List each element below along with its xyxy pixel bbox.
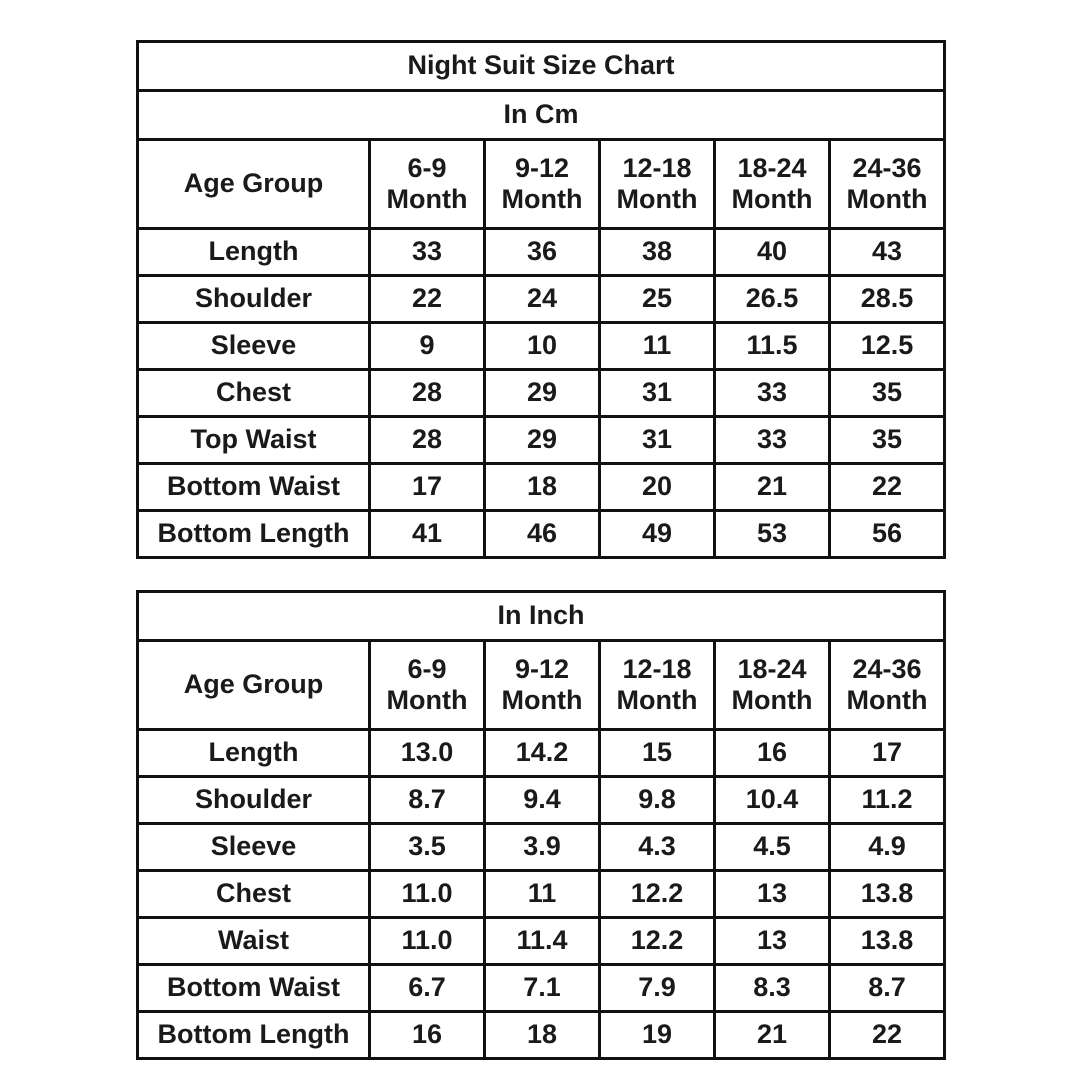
table-cell: 11.5 (715, 323, 830, 370)
table-cell: 43 (830, 229, 945, 276)
size-header: 9-12 Month (485, 641, 600, 730)
row-label: Shoulder (138, 777, 370, 824)
table-cell: 11 (600, 323, 715, 370)
row-label: Bottom Waist (138, 464, 370, 511)
table-cell: 28.5 (830, 276, 945, 323)
table-cell: 46 (485, 511, 600, 558)
table-cell: 35 (830, 417, 945, 464)
table-cell: 38 (600, 229, 715, 276)
table-cell: 53 (715, 511, 830, 558)
table-cell: 56 (830, 511, 945, 558)
cm-size-table (136, 40, 946, 559)
row-label: Sleeve (138, 824, 370, 871)
table-cell: 18 (485, 1012, 600, 1059)
table-row (138, 464, 945, 511)
table-cell: 17 (830, 730, 945, 777)
size-header: 6-9 Month (370, 140, 485, 229)
row-label: Length (138, 730, 370, 777)
table-cell: 13.8 (830, 871, 945, 918)
table-cell: 11 (485, 871, 600, 918)
table-cell: 15 (600, 730, 715, 777)
table-cell: 9.8 (600, 777, 715, 824)
table-cell: 8.7 (370, 777, 485, 824)
table-cell: 13 (715, 918, 830, 965)
table-row (138, 323, 945, 370)
table-cell: 14.2 (485, 730, 600, 777)
size-header: 24-36 Month (830, 641, 945, 730)
row-label: Chest (138, 370, 370, 417)
table-cell: 18 (485, 464, 600, 511)
table-cell: 3.5 (370, 824, 485, 871)
table-cell: 33 (370, 229, 485, 276)
table-cell: 7.1 (485, 965, 600, 1012)
size-header: 6-9 Month (370, 641, 485, 730)
table-cell: 33 (715, 417, 830, 464)
table-cell: 22 (830, 464, 945, 511)
age-group-header: Age Group (138, 140, 370, 229)
row-label: Bottom Waist (138, 965, 370, 1012)
table-cell: 16 (715, 730, 830, 777)
age-group-header: Age Group (138, 641, 370, 730)
table-cell: 10 (485, 323, 600, 370)
table-cell: 33 (715, 370, 830, 417)
table-cell: 13 (715, 871, 830, 918)
table-row (138, 918, 945, 965)
table-cell: 29 (485, 417, 600, 464)
table-cell: 8.3 (715, 965, 830, 1012)
table-cell: 8.7 (830, 965, 945, 1012)
table-cell: 3.9 (485, 824, 600, 871)
table-cell: 41 (370, 511, 485, 558)
table-cell: 25 (600, 276, 715, 323)
table-cell: 31 (600, 370, 715, 417)
size-header: 9-12 Month (485, 140, 600, 229)
size-header: 18-24 Month (715, 641, 830, 730)
table-row (138, 511, 945, 558)
table-cell: 6.7 (370, 965, 485, 1012)
table-cell: 35 (830, 370, 945, 417)
table-row (138, 229, 945, 276)
table-cell: 13.8 (830, 918, 945, 965)
table-cell: 16 (370, 1012, 485, 1059)
table-cell: 21 (715, 464, 830, 511)
table-cell: 49 (600, 511, 715, 558)
table-row (138, 777, 945, 824)
table-cell: 17 (370, 464, 485, 511)
table-cell: 12.5 (830, 323, 945, 370)
table-cell: 26.5 (715, 276, 830, 323)
unit-header-cm: In Cm (138, 91, 945, 140)
size-header-row (138, 641, 945, 730)
table-row (138, 871, 945, 918)
size-header: 24-36 Month (830, 140, 945, 229)
row-label: Length (138, 229, 370, 276)
table-cell: 12.2 (600, 918, 715, 965)
table-row (138, 1012, 945, 1059)
table-row (138, 965, 945, 1012)
row-label: Bottom Length (138, 1012, 370, 1059)
table-cell: 22 (830, 1012, 945, 1059)
row-label: Sleeve (138, 323, 370, 370)
size-header-row (138, 140, 945, 229)
table-cell: 4.5 (715, 824, 830, 871)
table-cell: 7.9 (600, 965, 715, 1012)
table-cell: 21 (715, 1012, 830, 1059)
row-label: Top Waist (138, 417, 370, 464)
unit-header-inch: In Inch (138, 592, 945, 641)
size-header: 12-18 Month (600, 641, 715, 730)
table-cell: 9.4 (485, 777, 600, 824)
row-label: Bottom Length (138, 511, 370, 558)
table-cell: 11.4 (485, 918, 600, 965)
row-label: Waist (138, 918, 370, 965)
table-cell: 12.2 (600, 871, 715, 918)
table-row (138, 730, 945, 777)
table-cell: 22 (370, 276, 485, 323)
table-cell: 10.4 (715, 777, 830, 824)
table-cell: 11.0 (370, 871, 485, 918)
inch-size-table (136, 590, 946, 1060)
table-cell: 24 (485, 276, 600, 323)
table-cell: 4.9 (830, 824, 945, 871)
table-cell: 9 (370, 323, 485, 370)
table-row (138, 370, 945, 417)
size-header: 18-24 Month (715, 140, 830, 229)
table-cell: 29 (485, 370, 600, 417)
table-cell: 36 (485, 229, 600, 276)
table-cell: 20 (600, 464, 715, 511)
table-cell: 11.2 (830, 777, 945, 824)
table-cell: 19 (600, 1012, 715, 1059)
table-cell: 28 (370, 417, 485, 464)
table-cell: 28 (370, 370, 485, 417)
table-cell: 40 (715, 229, 830, 276)
table-row (138, 417, 945, 464)
chart-title: Night Suit Size Chart (138, 42, 945, 91)
table-cell: 11.0 (370, 918, 485, 965)
row-label: Chest (138, 871, 370, 918)
table-cell: 13.0 (370, 730, 485, 777)
row-label: Shoulder (138, 276, 370, 323)
table-row (138, 824, 945, 871)
table-cell: 4.3 (600, 824, 715, 871)
size-header: 12-18 Month (600, 140, 715, 229)
table-cell: 31 (600, 417, 715, 464)
table-row (138, 276, 945, 323)
